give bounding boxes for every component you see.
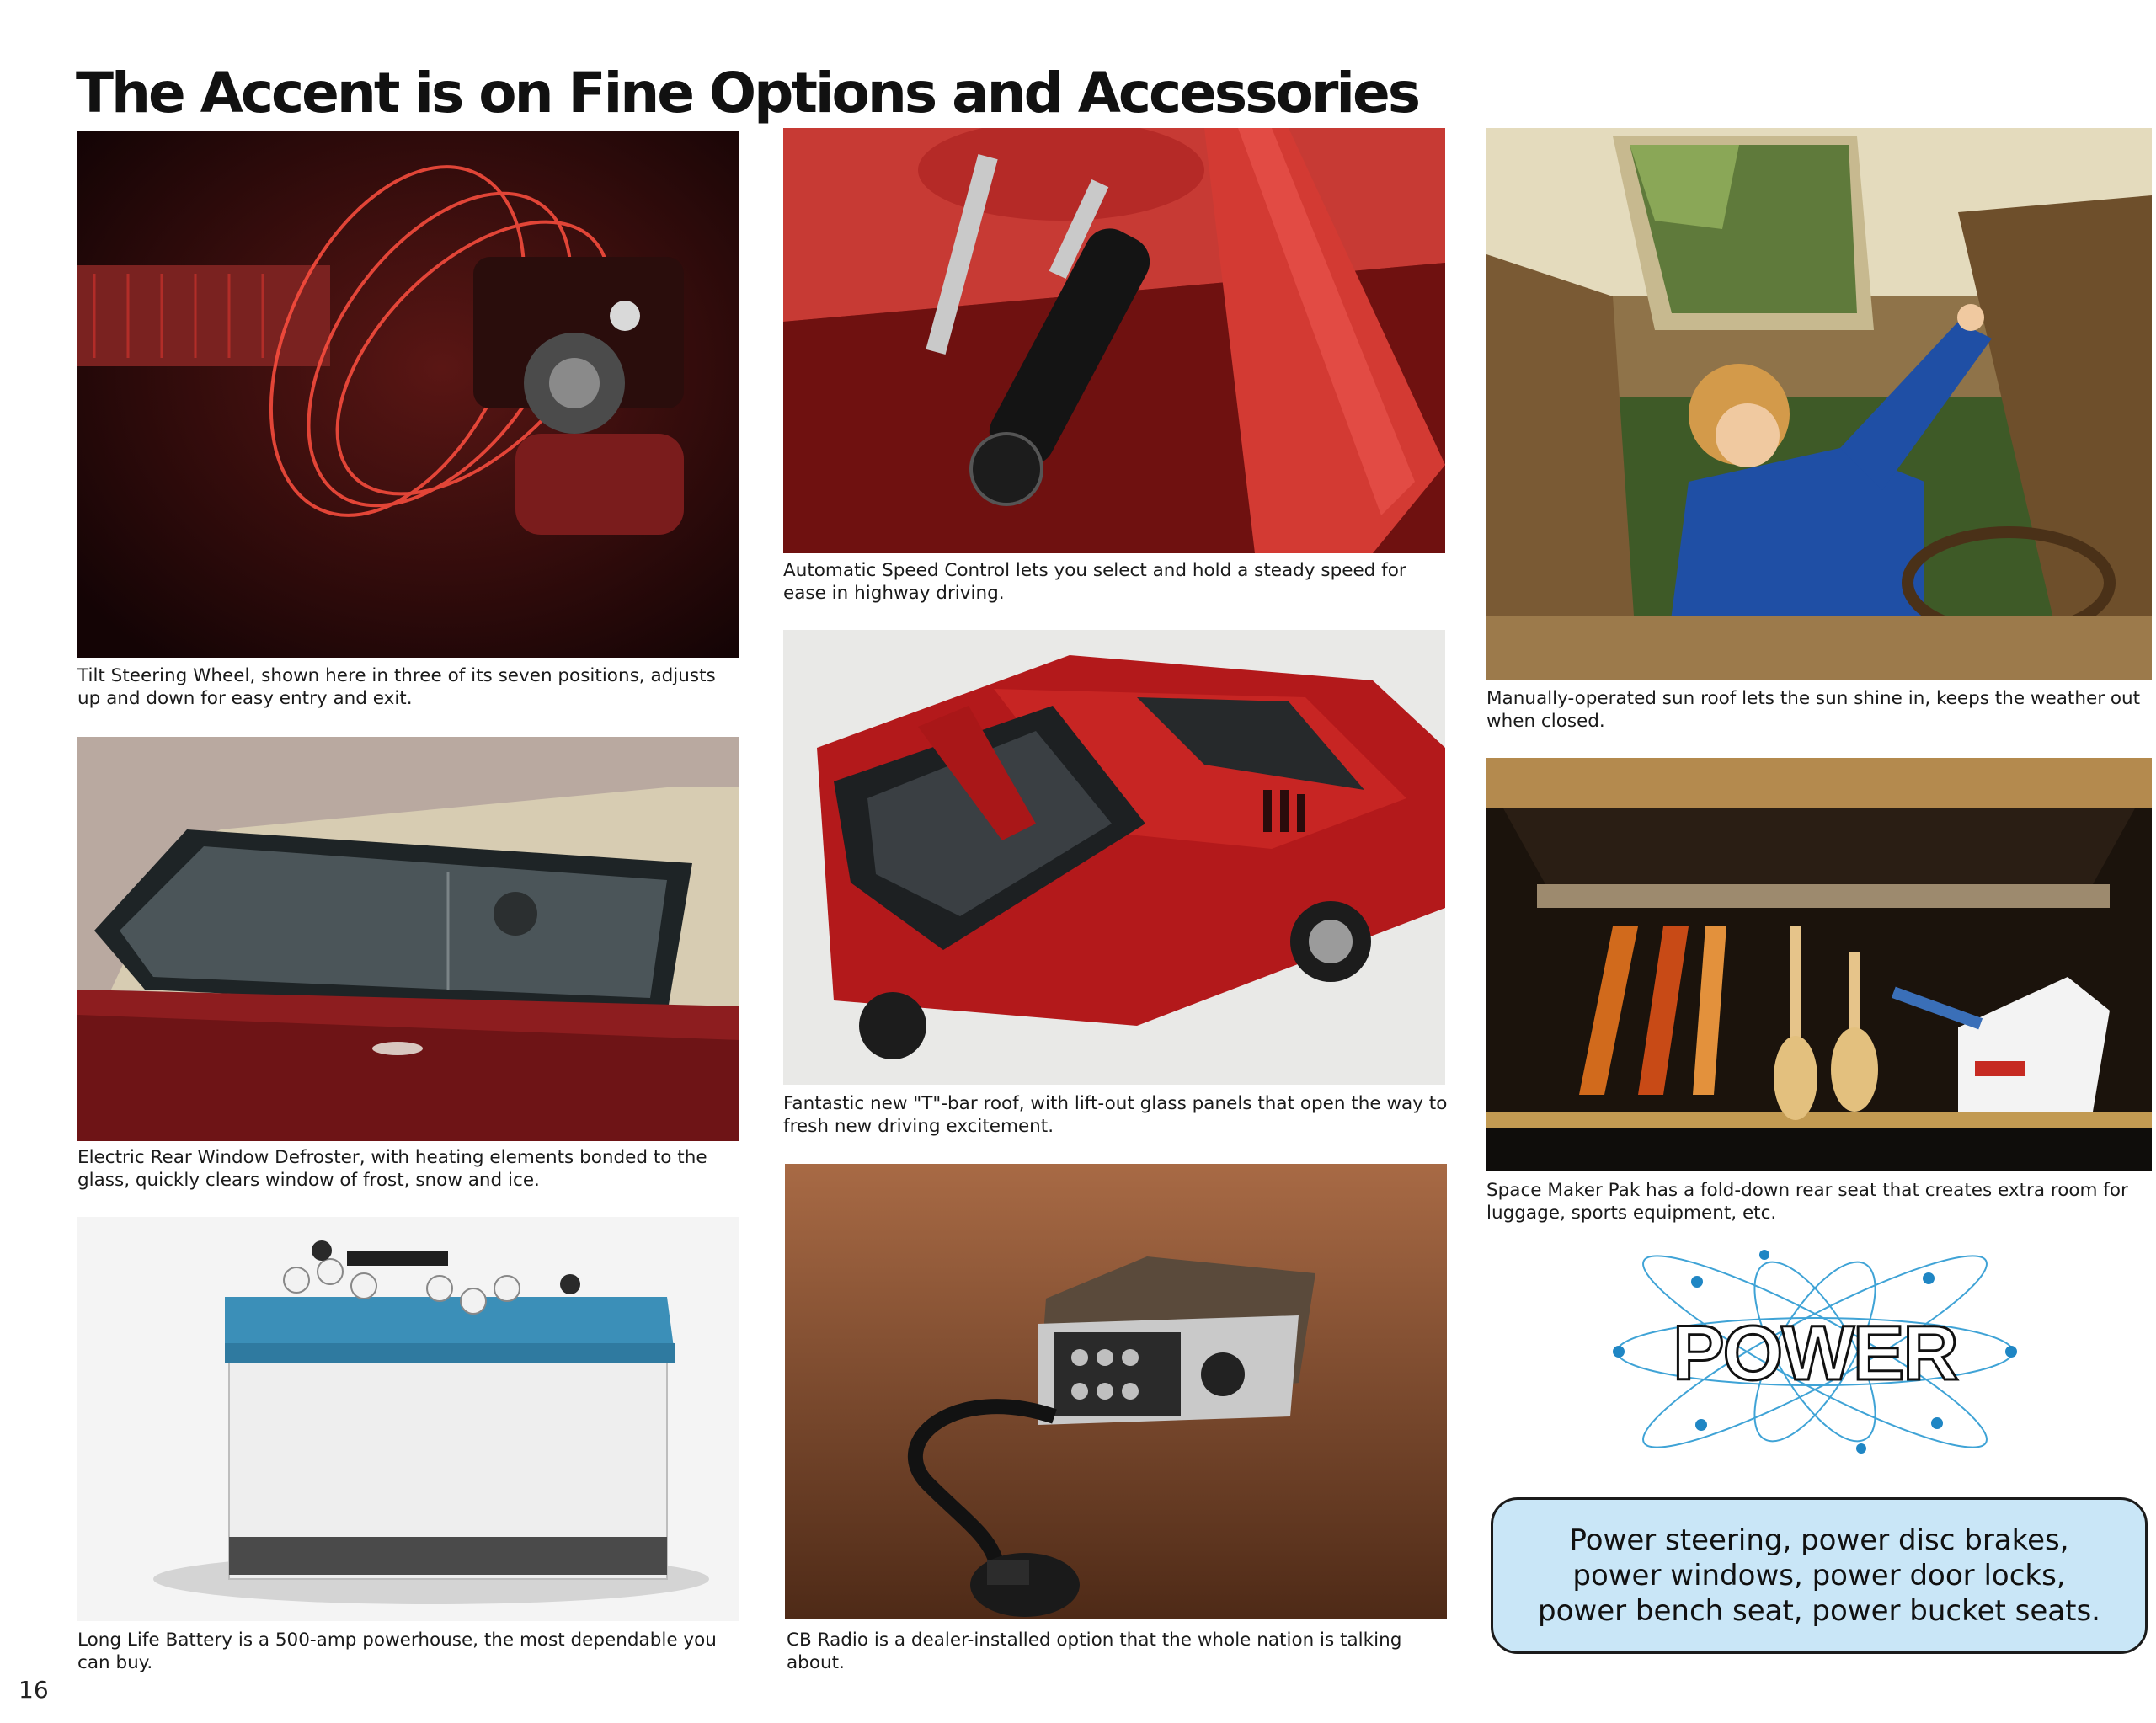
- t-bar-roof-car-photo: [783, 630, 1445, 1085]
- rear-window-defroster-caption: Electric Rear Window Defroster, with heating elements bonded to the glass, quickly clears window of frost, snow and ice.: [77, 1147, 707, 1191]
- speed-control-caption: Automatic Speed Control lets you select and hold a steady speed for ease in highway driving.: [783, 560, 1406, 604]
- tilt-steering-wheel-photo: [77, 131, 739, 658]
- speed-control-photo: [783, 128, 1445, 553]
- trunk-space-caption: Space Maker Pak has a fold-down rear seat that creates extra room for luggage, sports equipment, etc.: [1486, 1180, 2128, 1224]
- power-features-line-1: Power steering, power disc brakes,: [1569, 1523, 2069, 1557]
- trunk-space-photo: [1486, 758, 2152, 1171]
- battery-photo: [77, 1217, 739, 1621]
- cb-radio-photo: [785, 1164, 1447, 1619]
- power-features-line-2: power windows, power door locks,: [1572, 1559, 2066, 1592]
- battery-caption: Long Life Battery is a 500-amp powerhouse, the most dependable you can buy.: [77, 1630, 717, 1673]
- power-features-box: [1491, 1497, 2148, 1654]
- tilt-steering-wheel-caption: Tilt Steering Wheel, shown here in three of its seven positions, adjusts up and down for easy entry and exit.: [77, 665, 716, 709]
- page-number: 16: [19, 1676, 49, 1704]
- rear-window-defroster-photo: [77, 737, 739, 1141]
- cb-radio-caption: CB Radio is a dealer-installed option that the whole nation is talking about.: [787, 1630, 1402, 1673]
- power-logo-text: POWER: [1673, 1310, 1957, 1396]
- power-atom-logo: [1609, 1246, 2021, 1457]
- page-title: The Accent is on Fine Options and Accessories: [76, 61, 1419, 125]
- sun-roof-photo: [1486, 128, 2152, 680]
- power-features-line-3: power bench seat, power bucket seats.: [1538, 1594, 2100, 1628]
- sun-roof-caption: Manually-operated sun roof lets the sun shine in, keeps the weather out when closed.: [1486, 688, 2141, 732]
- t-bar-roof-caption: Fantastic new "T"-bar roof, with lift-out glass panels that open the way to fresh new driving excitement.: [783, 1093, 1448, 1137]
